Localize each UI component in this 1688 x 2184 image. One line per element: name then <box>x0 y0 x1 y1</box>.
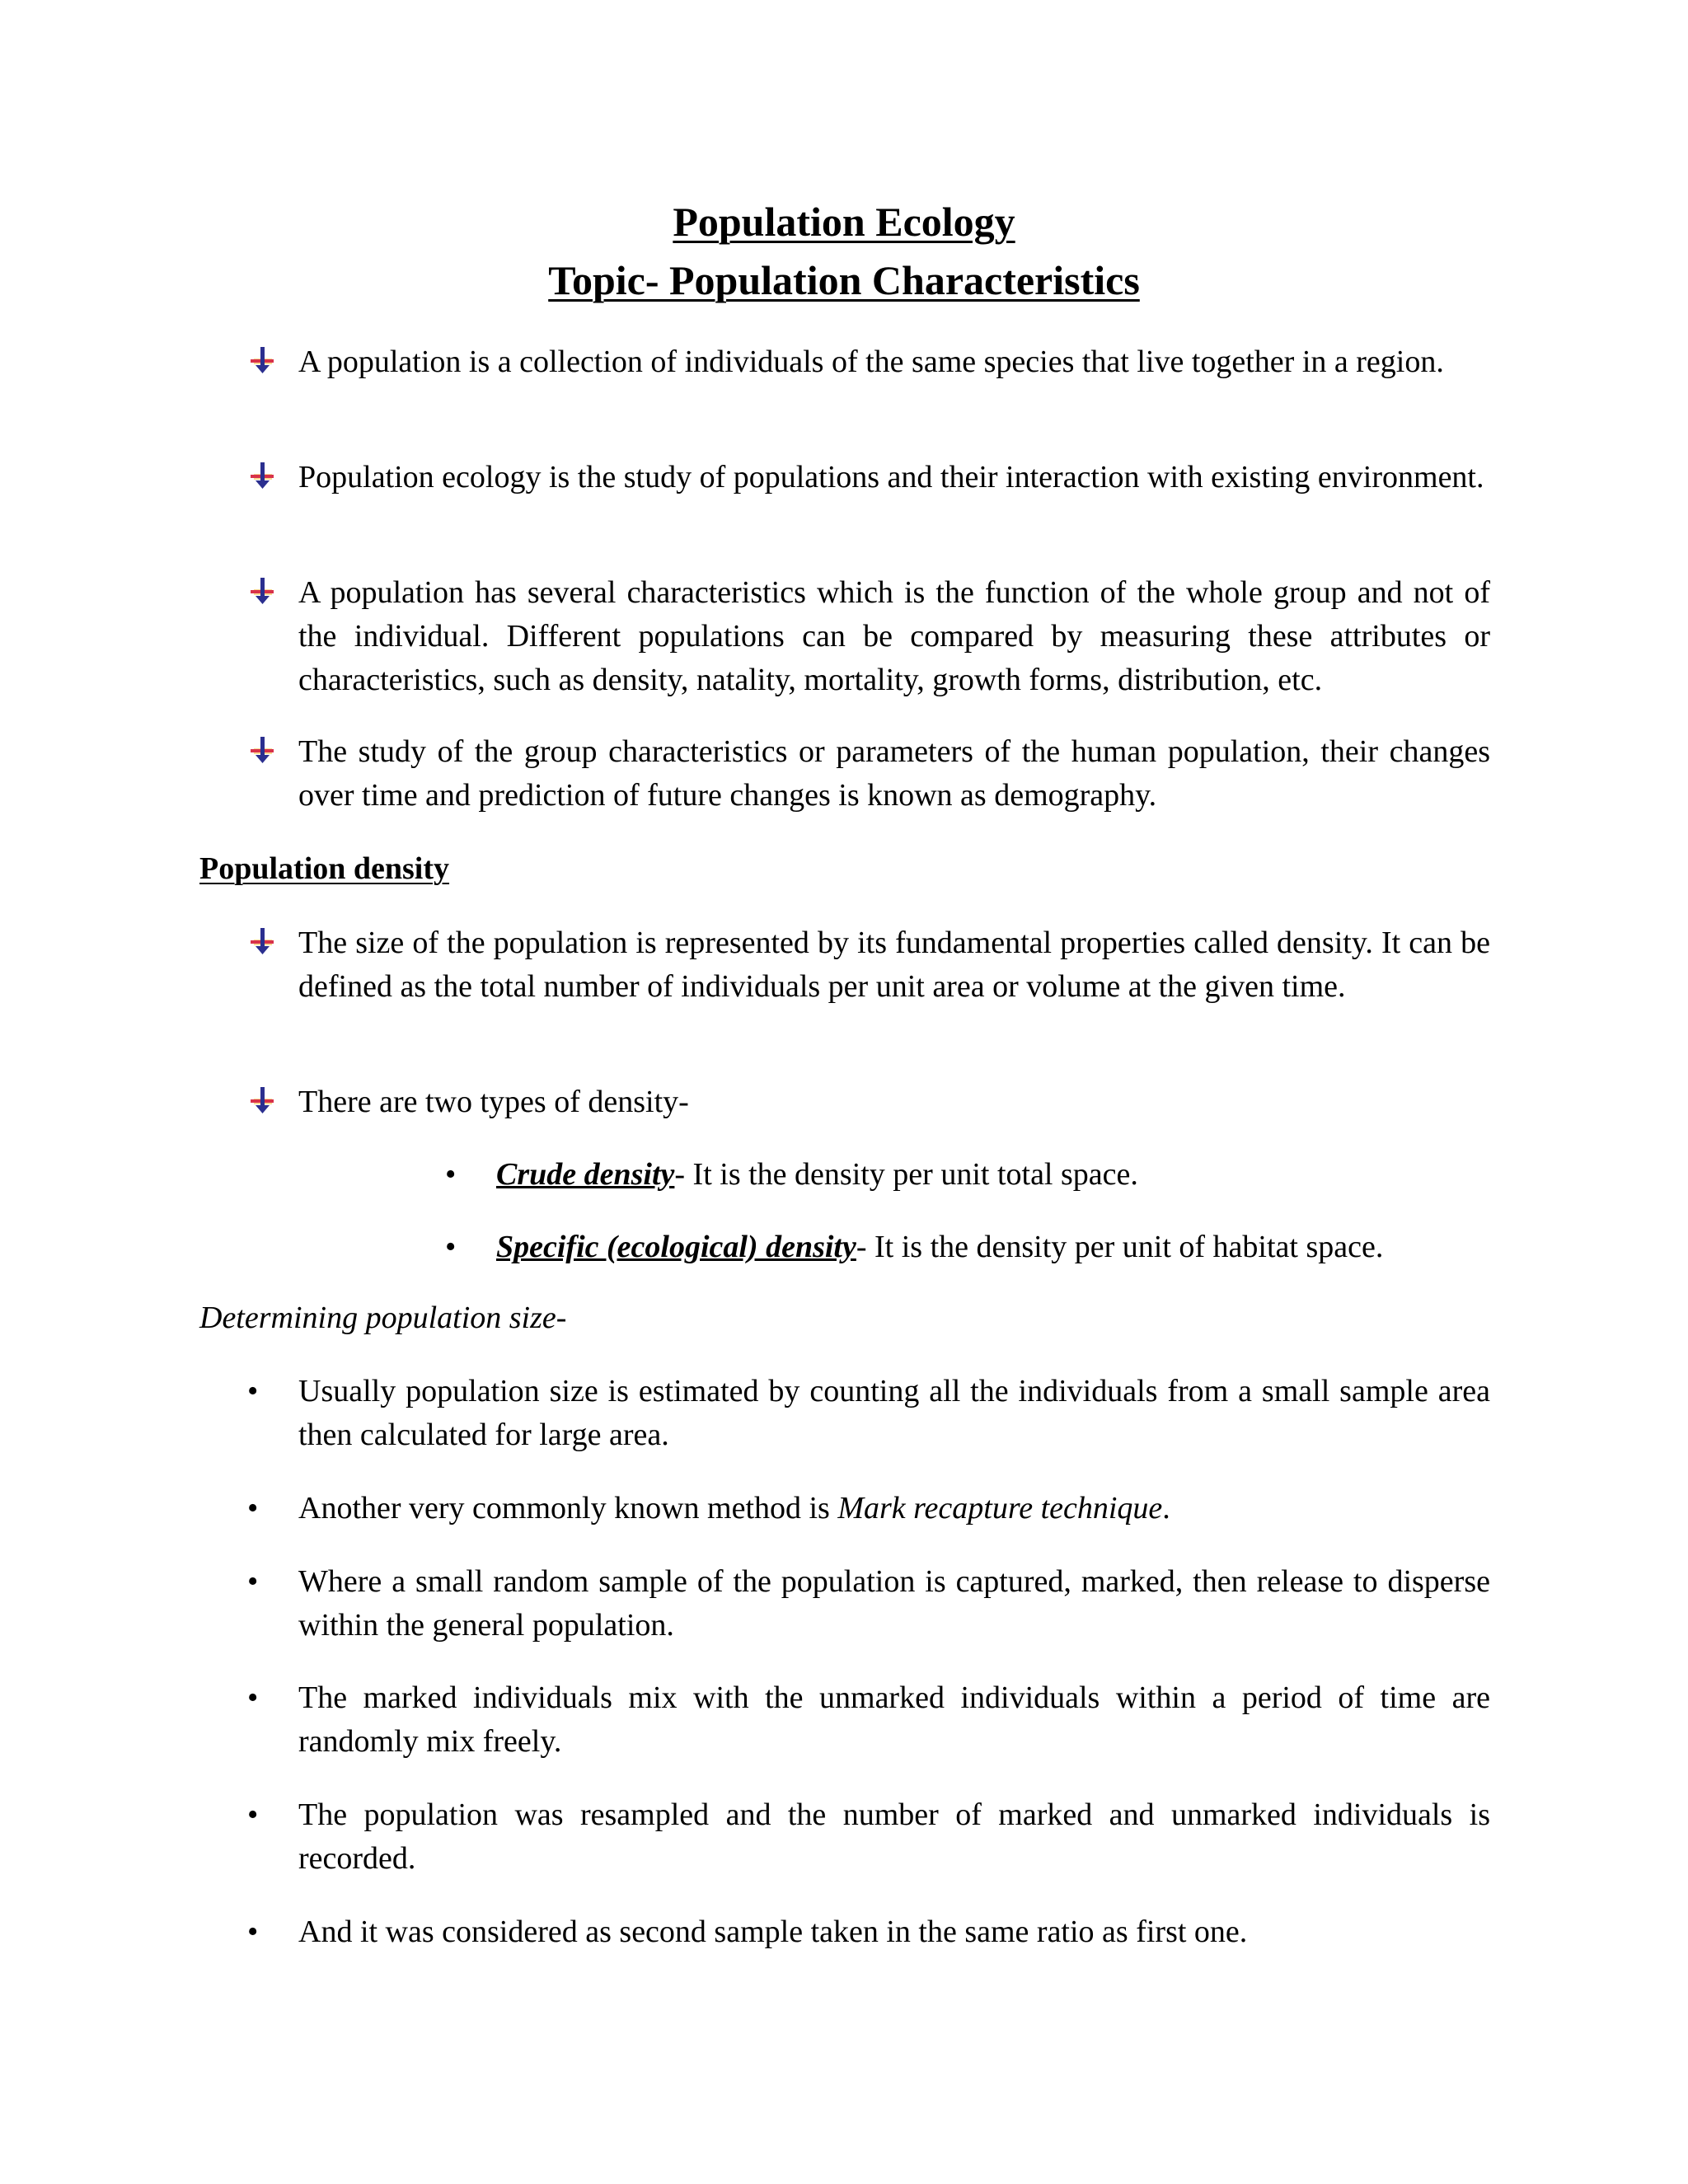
arrow-bullet-icon <box>247 461 277 490</box>
section-heading-size: Determining population size- <box>199 1301 567 1335</box>
dot-bullet-icon: • <box>445 1230 457 1264</box>
crude-density-text: - It is the density per unit total space. <box>674 1157 1138 1192</box>
section-heading-density: Population density <box>199 851 450 886</box>
arrow-bullet-icon <box>247 1085 277 1115</box>
intro-point-4: The study of the group characteristics or parameters of the human population, their changes over time and prediction of future changes is known as demography. <box>298 734 1490 813</box>
arrow-bullet-icon <box>247 345 277 375</box>
method-name: Mark recapture technique <box>837 1491 1163 1526</box>
size-point-2 <box>298 1487 1490 1530</box>
intro-point-2: Population ecology is the study of populations and their interaction with existing environment. <box>298 460 1484 494</box>
crude-density-term: Crude density <box>496 1157 675 1192</box>
density-type-crude <box>496 1153 1526 1197</box>
dot-bullet-icon: • <box>247 1491 259 1526</box>
size-point-4: The marked individuals mix with the unmarked individuals within a period of time are randomly mix freely. <box>298 1680 1490 1759</box>
dot-bullet-icon: • <box>247 1915 259 1949</box>
arrow-bullet-icon <box>247 926 277 956</box>
dot-bullet-icon: • <box>247 1680 259 1715</box>
dot-bullet-icon: • <box>445 1157 457 1192</box>
arrow-bullet-icon <box>247 576 277 606</box>
size-point-5: The population was resampled and the number of marked and unmarked individuals is recorded. <box>298 1797 1490 1876</box>
size-point-3: Where a small random sample of the population is captured, marked, then release to disperse within the general population. <box>298 1564 1490 1643</box>
document-title: Population Ecology <box>673 199 1015 245</box>
specific-density-text: - It is the density per unit of habitat space. <box>856 1230 1384 1264</box>
specific-density-term: Specific (ecological) density <box>496 1230 856 1264</box>
size-point-6: And it was considered as second sample taken in the same ratio as first one. <box>298 1915 1248 1949</box>
arrow-bullet-icon <box>247 735 277 765</box>
dot-bullet-icon: • <box>247 1564 259 1599</box>
document-topic: Topic- Population Characteristics <box>548 257 1140 303</box>
intro-point-1: A population is a collection of individuals of the same species that live together in a region. <box>298 344 1444 379</box>
method-suffix: . <box>1162 1491 1170 1526</box>
size-point-2-text: Another very commonly known method is <box>298 1491 838 1526</box>
density-point-1: The size of the population is represented by its fundamental properties called density. It can be defined as the total number of individuals per unit area or volume at the given time. <box>298 926 1490 1004</box>
intro-point-3: A population has several characteristics which is the function of the whole group and not of the individual. Different populations can be compared by measuring these attributes or characteristics, such as density, natality, mortality, growth forms, distribution, etc. <box>298 575 1490 697</box>
dot-bullet-icon: • <box>247 1374 259 1408</box>
density-point-2: There are two types of density- <box>298 1085 689 1119</box>
density-type-specific <box>496 1226 1526 1269</box>
size-point-1: Usually population size is estimated by counting all the individuals from a small sample area then calculated for large area. <box>298 1374 1490 1452</box>
dot-bullet-icon: • <box>247 1797 259 1832</box>
